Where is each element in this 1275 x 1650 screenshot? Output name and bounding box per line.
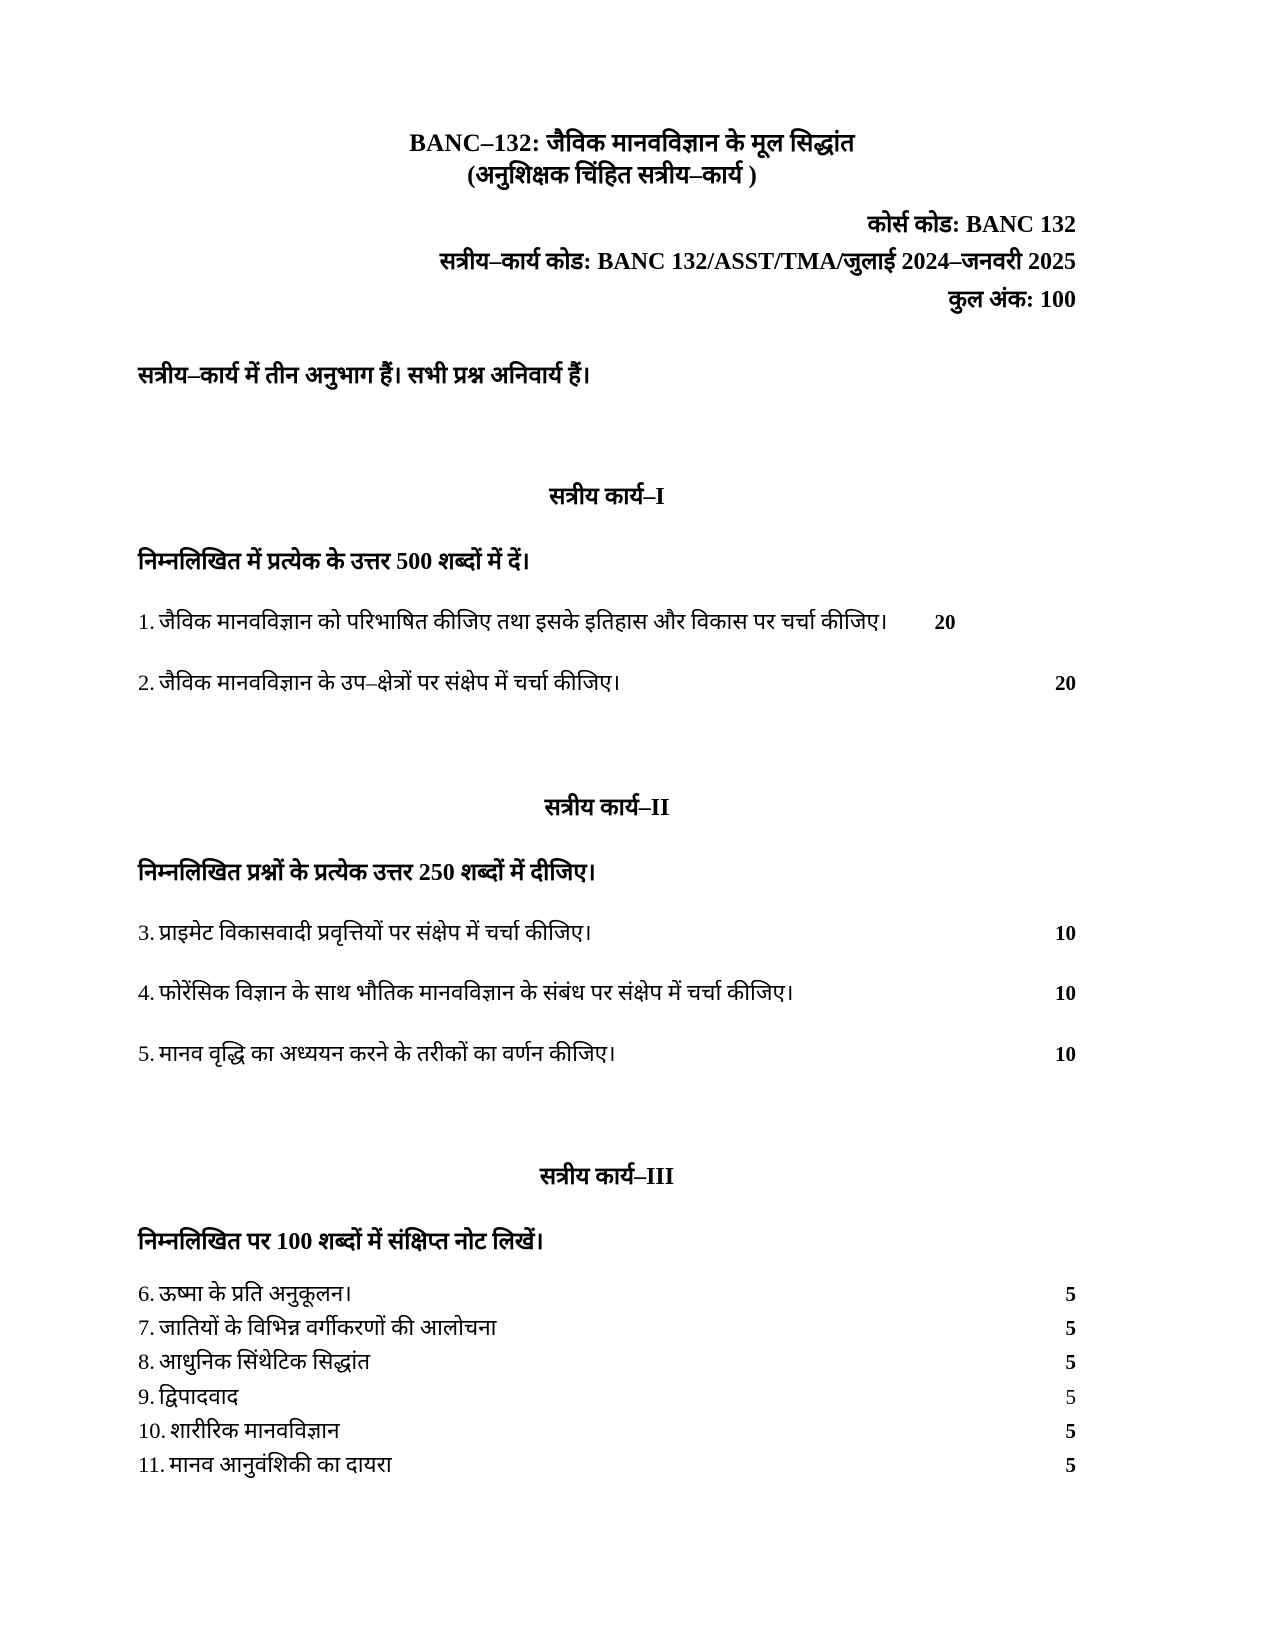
- question-text: जातियों के विभिन्न वर्गीकरणों की आलोचना: [158, 1315, 497, 1341]
- assignment-code: सत्रीय–कार्य कोड: BANC 132/ASST/TMA/जुलाई 2024–जनवरी 2025: [439, 249, 1076, 276]
- section-instruction-3: निम्नलिखित पर 100 शब्दों में संक्षिप्त नोट लिखें।: [138, 1229, 544, 1256]
- question-number: 11.: [138, 1452, 166, 1478]
- question-number: 6.: [138, 1281, 155, 1307]
- question-marks: 5: [1065, 1384, 1076, 1409]
- question-number: 3.: [138, 919, 155, 945]
- question-marks: 5: [1065, 1282, 1076, 1307]
- question-item: [138, 978, 1076, 1008]
- question-number: 9.: [138, 1383, 155, 1409]
- question-marks: 20: [934, 610, 956, 635]
- section-assignment-1: [138, 479, 1076, 698]
- document-title: BANC–132: जैविक मानवविज्ञान के मूल सिद्धांत: [409, 130, 855, 157]
- question-number: 2.: [138, 669, 155, 695]
- question-marks: 5: [1065, 1316, 1076, 1341]
- question-item: [138, 1345, 1076, 1379]
- question-item: [138, 1039, 1076, 1069]
- question-item: [138, 1380, 1076, 1414]
- question-number: 8.: [138, 1349, 155, 1375]
- question-item: [138, 607, 1076, 637]
- document-subtitle: (अनुशिक्षक चिंहित सत्रीय–कार्य ): [467, 162, 757, 189]
- question-text: जैविक मानवविज्ञान को परिभाषित कीजिए तथा इसके इतिहास और विकास पर चर्चा कीजिए।: [158, 609, 888, 635]
- question-number: 5.: [138, 1040, 155, 1066]
- question-marks: 5: [1065, 1418, 1076, 1443]
- question-item: [138, 1311, 1076, 1345]
- question-text: मानव वृद्धि का अध्ययन करने के तरीकों का वर्णन कीजिए।: [158, 1040, 616, 1066]
- question-marks: 20: [1055, 670, 1076, 695]
- question-text: मानव आनुवंशिकी का दायरा: [169, 1452, 392, 1478]
- question-item: [138, 1414, 1076, 1448]
- question-marks: 5: [1065, 1350, 1076, 1375]
- question-text: शारीरिक मानवविज्ञान: [170, 1417, 340, 1443]
- question-item: [138, 918, 1076, 948]
- question-text: जैविक मानवविज्ञान के उप–क्षेत्रों पर संक्षेप में चर्चा कीजिए।: [158, 669, 621, 695]
- total-marks: कुल अंक: 100: [948, 287, 1076, 314]
- section-assignment-3: [138, 1159, 1076, 1482]
- question-list-1: [138, 607, 1076, 698]
- question-text: आधुनिक सिंथेटिक सिद्धांत: [158, 1349, 371, 1375]
- question-number: 1.: [138, 609, 155, 635]
- question-number: 7.: [138, 1315, 155, 1341]
- question-marks: 10: [1055, 1041, 1076, 1066]
- question-item: [138, 1277, 1076, 1311]
- question-text: ऊष्मा के प्रति अनुकूलन।: [158, 1281, 352, 1307]
- section-title-3: सत्रीय कार्य–III: [539, 1164, 675, 1191]
- question-item: [138, 1448, 1076, 1482]
- question-marks: 10: [1055, 920, 1076, 945]
- course-code: कोर्स कोड: BANC 132: [867, 211, 1076, 238]
- question-item: [138, 668, 1076, 698]
- document-header: [138, 128, 1076, 320]
- question-list-3: [138, 1277, 1076, 1482]
- question-list-2: [138, 918, 1076, 1069]
- question-number: 4.: [138, 980, 155, 1006]
- question-marks: 10: [1055, 981, 1076, 1006]
- general-instruction: सत्रीय–कार्य में तीन अनुभाग हैं। सभी प्रश्न अनिवार्य हैं।: [138, 363, 591, 390]
- section-instruction-2: निम्नलिखित प्रश्नों के प्रत्येक उत्तर 250 शब्दों में दीजिए।: [138, 859, 596, 886]
- question-text: फोरेंसिक विज्ञान के साथ भौतिक मानवविज्ञान के संबंध पर संक्षेप में चर्चा कीजिए।: [158, 980, 794, 1006]
- question-number: 10.: [138, 1417, 167, 1443]
- section-title-2: सत्रीय कार्य–II: [544, 794, 670, 821]
- question-text: द्विपादवाद: [158, 1383, 239, 1409]
- section-assignment-2: [138, 790, 1076, 1069]
- document-content: [138, 128, 1076, 1482]
- question-text: प्राइमेट विकासवादी प्रवृत्तियों पर संक्षेप में चर्चा कीजिए।: [158, 919, 592, 945]
- section-instruction-1: निम्नलिखित में प्रत्येक के उत्तर 500 शब्दों में दें।: [138, 549, 530, 576]
- section-title-1: सत्रीय कार्य–I: [549, 484, 665, 511]
- question-marks: 5: [1065, 1453, 1076, 1478]
